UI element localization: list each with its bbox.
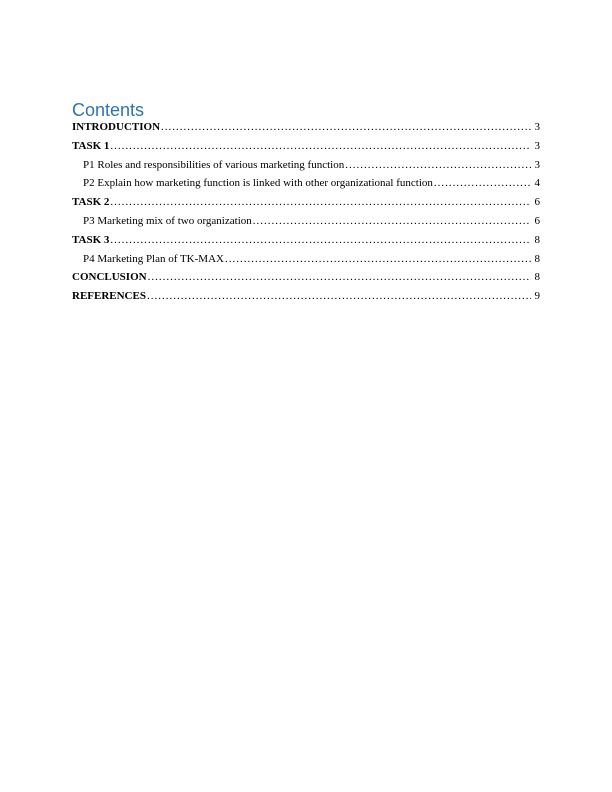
toc-entry-p1[interactable]: [72, 158, 540, 177]
toc-entry-task-1[interactable]: [72, 139, 540, 158]
toc-page-number: 9: [534, 290, 540, 303]
toc-entry-label: TASK 1: [72, 139, 110, 152]
toc-entry-references[interactable]: [72, 289, 540, 308]
toc-page-number: 8: [534, 271, 540, 284]
toc-dot-leader: [147, 289, 531, 303]
toc-entry-label: TASK 3: [72, 233, 110, 246]
toc-entry-label: TASK 2: [72, 196, 110, 209]
table-of-contents: [72, 100, 540, 308]
toc-page-number: 3: [534, 158, 540, 171]
toc-entry-label: P3 Marketing mix of two organization: [83, 214, 252, 227]
toc-dot-leader: [148, 270, 531, 284]
toc-dot-leader: [345, 158, 531, 172]
toc-list: [72, 120, 540, 308]
toc-dot-leader: [110, 195, 531, 209]
toc-entry-p4[interactable]: [72, 252, 540, 271]
toc-dot-leader: [225, 252, 531, 266]
toc-entry-task-2[interactable]: [72, 195, 540, 214]
toc-heading: Contents: [72, 100, 145, 120]
toc-page-number: 6: [534, 196, 540, 209]
toc-entry-label: REFERENCES: [72, 290, 146, 303]
toc-page-number: 6: [534, 214, 540, 227]
toc-dot-leader: [110, 233, 531, 247]
toc-entry-conclusion[interactable]: [72, 270, 540, 289]
toc-entry-task-3[interactable]: [72, 233, 540, 252]
toc-page-number: 8: [534, 252, 540, 265]
toc-dot-leader: [434, 176, 531, 190]
toc-dot-leader: [161, 120, 531, 134]
toc-page-number: 4: [534, 177, 540, 190]
toc-entry-label: P2 Explain how marketing function is linked with other organizational function: [83, 177, 433, 190]
toc-entry-label: P4 Marketing Plan of TK-MAX: [83, 252, 224, 265]
toc-entry-p2[interactable]: [72, 176, 540, 195]
toc-dot-leader: [110, 139, 531, 153]
toc-entry-p3[interactable]: [72, 214, 540, 233]
toc-page-number: 3: [534, 121, 540, 133]
toc-page-number: 8: [534, 233, 540, 246]
toc-entry-label: P1 Roles and responsibilities of various marketing function: [83, 158, 345, 171]
toc-entry-label: INTRODUCTION: [72, 121, 161, 133]
toc-dot-leader: [253, 214, 531, 228]
toc-entry-label: CONCLUSION: [72, 271, 147, 284]
toc-entry-introduction[interactable]: [72, 120, 540, 139]
toc-page-number: 3: [534, 139, 540, 152]
